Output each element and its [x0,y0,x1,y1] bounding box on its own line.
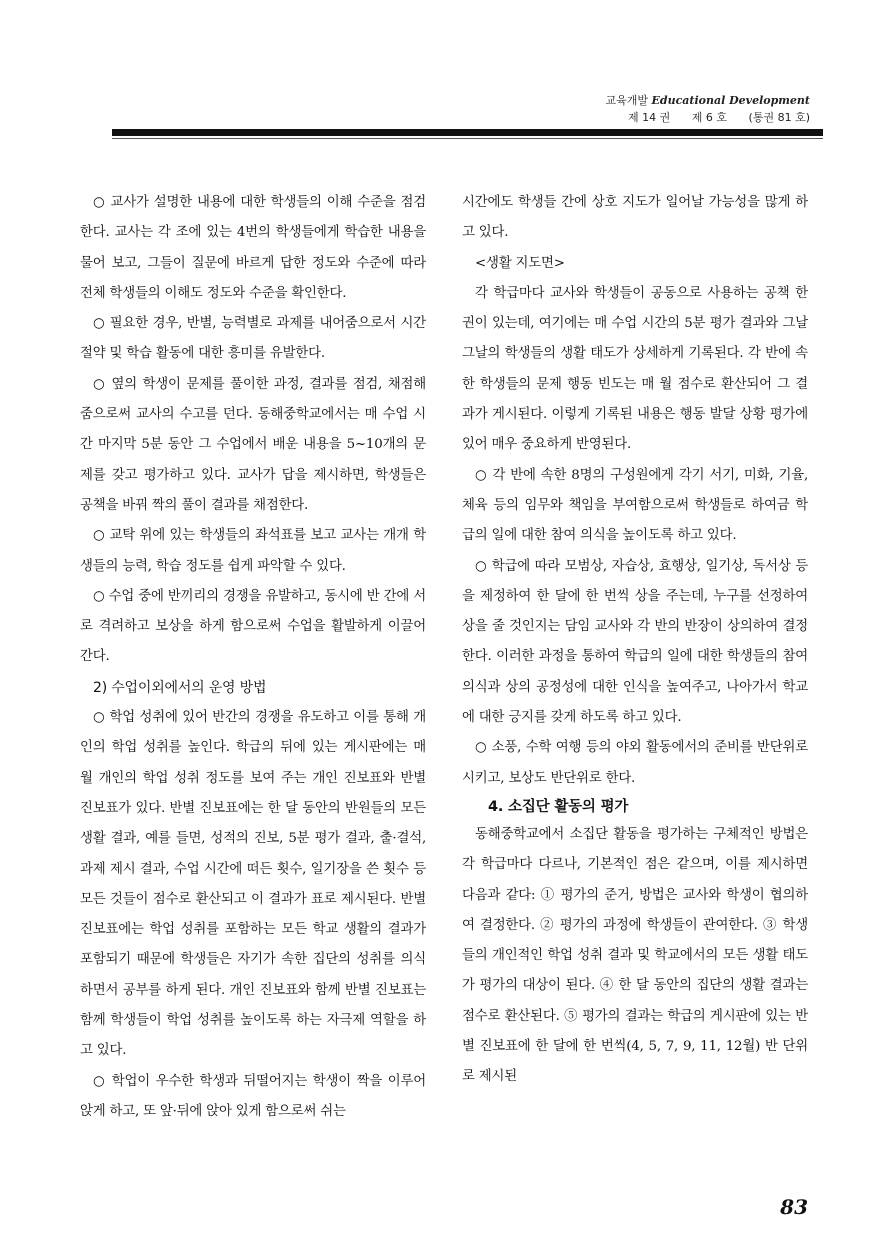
right-column [462,188,808,1093]
bracket-heading: <생활 지도면> [475,255,565,271]
volume-info [570,109,810,126]
page-number: 83 [780,1195,808,1219]
left-column [80,188,426,1127]
subsection-heading: 2) 수업이외에서의 운영 방법 [93,679,267,696]
paragraph: ○ 학업 성취에 있어 반간의 경쟁을 유도하고 이를 통해 개인의 학업 성취를 높인다. 학급의 뒤에 있는 게시판에는 매 월 개인의 학업 성취 정도를 보여 주는 개인 진보표와 반별 진보표가 있다. 반별 진보표에는 한 달 동안의 반원들의 모든 생활 결과, 예를 들면, 성적의 진보, 5분 평가 결과, 출·결석, 과제 제시 결과, 수업 시간에 떠든 횟수, 일기장을 쓴 횟수 등 모든 것들이 점수로 환산되고 이 결과가 표로 제시된다. 반별 진보표에는 학업 성취를 포함하는 모든 학교 생활의 결과가 포함되기 때문에 학생들은 자기가 속한 집단의 성취를 의식하면서 공부를 하게 된다. 개인 진보표와 함께 반별 진보표는 함께 학생들이 학업 성취를 높이도록 하는 자극제 역할을 하고 있다. [80,710,426,1059]
header-rule-thin [112,138,823,139]
paragraph: ○ 소풍, 수학 여행 등의 야외 활동에서의 준비를 반단위로 시키고, 보상도 반단위로 한다. [462,740,808,786]
paragraph: 시간에도 학생들 간에 상호 지도가 일어날 가능성을 많게 하고 있다. [462,195,808,241]
paragraph: ○ 교사가 설명한 내용에 대한 학생들의 이해 수준을 점검한다. 교사는 각 조에 있는 4번의 학생들에게 학습한 내용을 물어 보고, 그들이 질문에 바르게 답한 정도와 수준에 따라 전체 학생들의 이해도 정도와 수준을 확인한다. [80,195,426,301]
paragraph: 각 학급마다 교사와 학생들이 공동으로 사용하는 공책 한 권이 있는데, 여기에는 매 수업 시간의 5분 평가 결과와 그날 그날의 학생들의 생활 태도가 상세하게 기록된다. 각 반에 속한 학생들의 문제 행동 빈도는 매 월 점수로 환산되어 그 결과가 게시된다. 이렇게 기록된 내용은 행동 발달 상황 평가에 있어 매우 중요하게 반영된다. [462,285,808,453]
paragraph: ○ 옆의 학생이 문제를 풀이한 과정, 결과를 점검, 채점해 줌으로써 교사의 수고를 던다. 동해중학교에서는 매 수업 시간 마지막 5분 동안 그 수업에서 배운 내용을 5~10개의 문제를 갖고 평가하고 있다. 교사가 답을 제시하면, 학생들은 공책을 바꿔 짝의 풀이 결과를 채점한다. [80,376,426,513]
section-title: 4. 소집단 활동의 평가 [488,798,629,815]
header-rule [112,129,823,136]
paragraph: ○ 교탁 위에 있는 학생들의 좌석표를 보고 교사는 개개 학생들의 능력, 학습 정도를 쉽게 파악할 수 있다. [80,528,426,574]
paragraph: ○ 학업이 우수한 학생과 뒤떨어지는 학생이 짝을 이루어 앉게 하고, 또 앞·뒤에 앉아 있게 함으로써 쉬는 [80,1073,426,1119]
journal-name-en: Educational Development [651,94,810,107]
volume: 제 14 권 [628,111,671,124]
journal-name-ko: 교육개발 [605,94,649,107]
total-issue: (통권 81 호) [748,111,810,124]
paragraph: ○ 수업 중에 반끼리의 경쟁을 유발하고, 동시에 반 간에 서로 격려하고 보상을 하게 함으로써 수업을 활발하게 이끌어 간다. [80,588,426,665]
paragraph: ○ 각 반에 속한 8명의 구성원에게 각기 서기, 미화, 기율, 체육 등의 임무와 책임을 부여함으로써 학생들로 하여금 학급의 일에 대한 참여 의식을 높이도록 하고 있다. [462,467,808,544]
paragraph: ○ 학급에 따라 모범상, 자습상, 효행상, 일기상, 독서상 등을 제정하여 한 달에 한 번씩 상을 주는데, 누구를 선정하여 상을 줄 것인지는 담임 교사와 각 반의 반장이 상의하여 결정한다. 이러한 과정을 통하여 학급의 일에 대한 학생들의 참여 의식과 상의 공정성에 대한 인식을 높여주고, 나아가서 학교에 대한 긍지를 갖게 하도록 하고 있다. [462,558,808,726]
journal-header [570,92,810,126]
paragraph: ○ 필요한 경우, 반별, 능력별로 과제를 내어줌으로서 시간 절약 및 학습 활동에 대한 흥미를 유발한다. [80,316,426,362]
paragraph: 동해중학교에서 소집단 활동을 평가하는 구체적인 방법은 각 학급마다 다르나, 기본적인 점은 같으며, 이를 제시하면 다음과 같다: ① 평가의 준거, 방법은 교사와 학생이 협의하여 결정한다. ② 평가의 과정에 학생들이 관여한다. ③ 학생들의 개인적인 학업 성취 결과 및 학교에서의 모든 생활 태도가 평가의 대상이 된다. ④ 한 달 동안의 집단의 생활 결과는 점수로 환산된다. ⑤ 평가의 결과는 학급의 게시판에 있는 반별 진보표에 한 달에 한 번씩(4, 5, 7, 9, 11, 12월) 반 단위로 제시된 [462,826,808,1085]
issue: 제 6 호 [691,111,728,124]
